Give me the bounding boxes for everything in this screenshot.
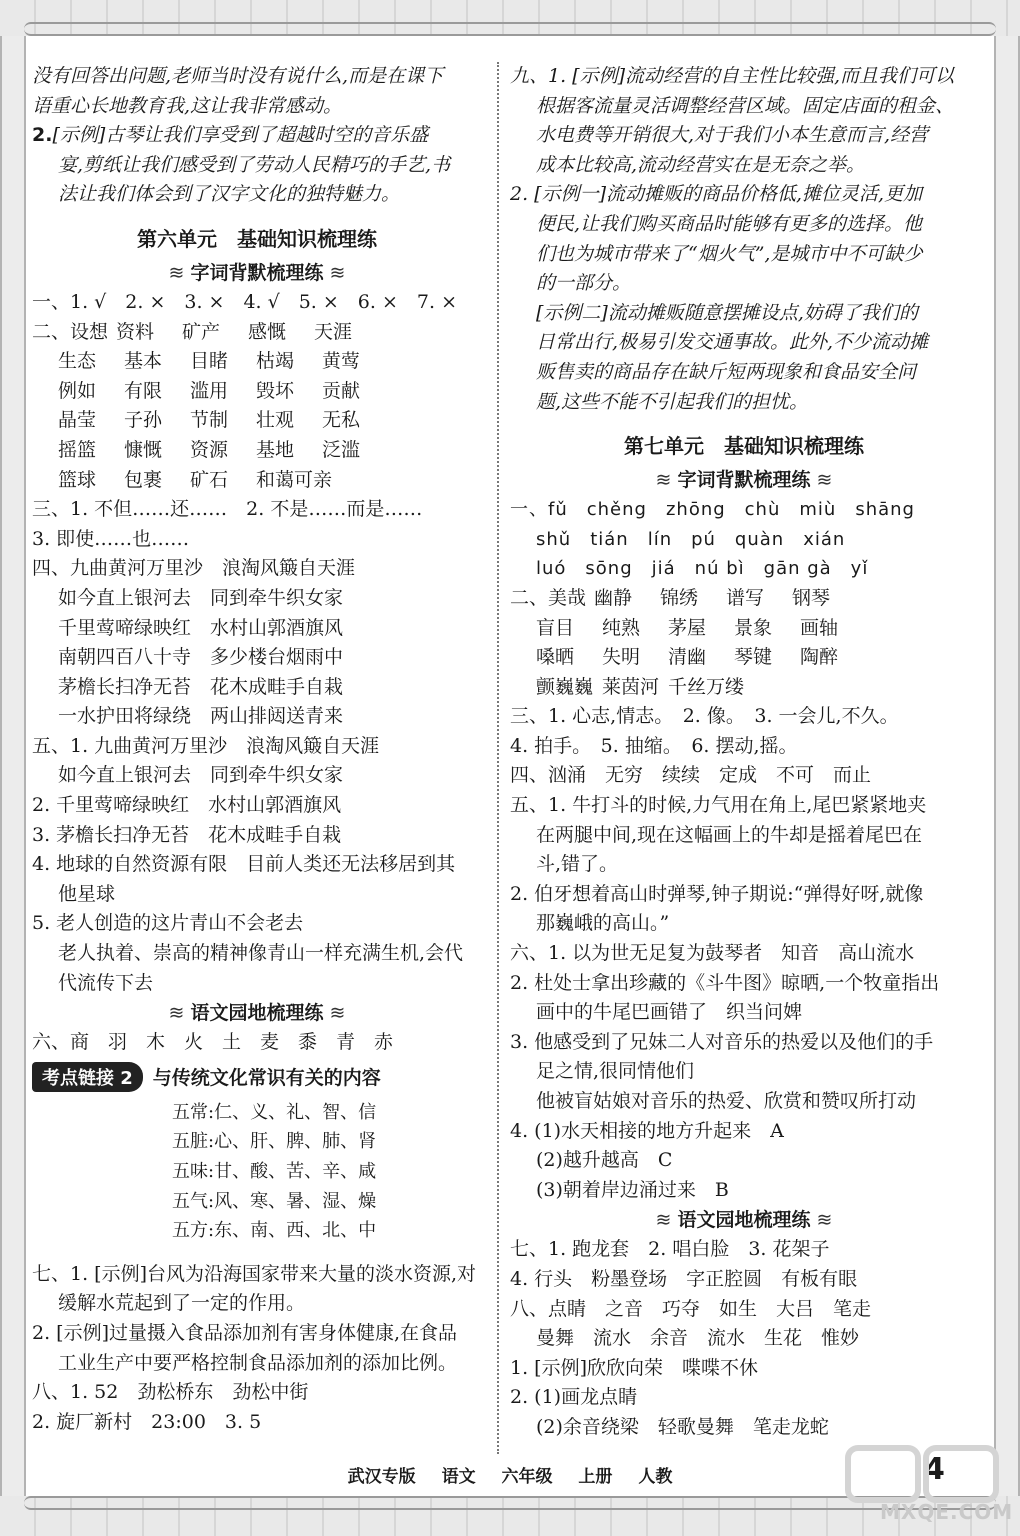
wave-icon: ≋ (323, 1002, 346, 1025)
answer-line: (3)朝着岸边涌过来 B (536, 1178, 729, 1201)
wave-icon: ≋ (810, 469, 833, 492)
answer-line: 缓解水荒起到了一定的作用。 (58, 1292, 306, 1315)
answer-line: 足之情,很同情他们 (536, 1060, 695, 1083)
pinyin-row: 一、fǔ chěng zhōng chù miù shāng (510, 499, 915, 521)
poem-line: 四、九曲黄河万里沙 浪淘风簸自天涯 (32, 557, 356, 580)
footer-publisher: 人教 (638, 1467, 673, 1487)
word-row: 例如 有限 滥用 毁坏 贡献 (58, 379, 361, 402)
word-row: 颤巍巍 莱茵河 千丝万缕 (536, 675, 745, 698)
culture-item: 五常:仁、义、礼、智、信 (172, 1101, 377, 1123)
answer-line: 根据客流量灵活调整经营区域。固定店面的租金、 (536, 94, 955, 117)
answer-line: (2)越升越高 C (536, 1149, 673, 1172)
answer-line: 们也为城市带来了“烟火气”,是城市中不可缺少 (536, 242, 923, 265)
answer-line: 4. (1)水天相接的地方升起来 A (510, 1119, 784, 1142)
culture-item: 五气:风、寒、暑、湿、燥 (172, 1190, 377, 1212)
word-row: 嗓晒 失明 清幽 琴键 陶醉 (536, 646, 839, 669)
answer-line: 九、1. [示例]流动经营的自主性比较强,而且我们可以 (510, 65, 955, 87)
answer-line: 三、1. 不但……还…… 2. 不是……而是…… (32, 498, 423, 521)
wave-icon: ≋ (810, 1209, 833, 1232)
footer-subject: 语文 (441, 1467, 476, 1487)
wave-icon: ≋ (168, 261, 191, 284)
answer-line: 2. 千里莺啼绿映红 水村山郭酒旗风 (32, 794, 342, 817)
answer-line: 法让我们体会到了汉字文化的独特魅力。 (58, 183, 401, 206)
word-row: 二、美哉 幽静 锦绣 谱写 钢琴 (510, 586, 831, 609)
answer-line: 3. 即使……也…… (32, 527, 190, 550)
footer-volume: 上册 (578, 1467, 613, 1487)
answer-line: 水电费等开销很大,对于我们小本生意而言,经营 (536, 124, 929, 147)
subsection-heading: ≋ 语文园地梳理练 ≋ (168, 1002, 346, 1025)
answer-line: 4. 地球的自然资源有限 目前人类还无法移居到其 (32, 853, 456, 876)
answer-line: 5. 老人创造的这片青山不会老去 (32, 912, 304, 935)
knowledge-link-badge: 考点链接 2 (32, 1062, 143, 1092)
page-border-top (0, 0, 1020, 36)
word-row: 生态 基本 目睹 枯竭 黄莺 (58, 350, 361, 373)
answer-line: 题,这些不能不引起我们的担忧。 (536, 390, 809, 413)
answer-line: 一、1. √ 2. × 3. × 4. √ 5. × 6. × 7. × (32, 290, 457, 313)
answer-line: 3. 他感受到了兄妹二人对音乐的热爱以及他们的手 (510, 1030, 934, 1053)
answer-line: 4. 行头 粉墨登场 字正腔圆 有板有眼 (510, 1267, 858, 1290)
answer-line: 五、1. 牛打斗的时候,力气用在角上,尾巴紧紧地夹 (510, 794, 927, 817)
wave-icon: ≋ (655, 1209, 678, 1232)
pinyin-row: luó sōng jiá nú bì gān gà yǐ (536, 558, 869, 580)
answer-line: 如今直上银河去 同到牵牛织女家 (58, 764, 344, 787)
poem-line: 南朝四百八十寺 多少楼台烟雨中 (58, 646, 344, 669)
answer-line: 八、1. 52 劲松桥东 劲松中街 (32, 1381, 309, 1404)
answer-line: 3. 茅檐长扫净无苔 花木成畦手自栽 (32, 823, 342, 846)
word-row: 晶莹 子孙 节制 壮观 无私 (58, 409, 361, 432)
pinyin-row: shǔ tián lín pú quàn xián (536, 528, 846, 550)
answer-line: 2. 杜处士拿出珍藏的《斗牛图》晾晒,一个牧童指出 (510, 971, 940, 994)
answer-line: 2. [示例]过量摄入食品添加剂有害身体健康,在食品 (32, 1321, 458, 1344)
column-divider (497, 62, 499, 1454)
right-column (510, 62, 978, 1443)
answer-line: 代流传下去 (58, 971, 154, 994)
answer-line: 老人执着、崇高的精神像青山一样充满生机,会代 (58, 942, 464, 965)
answer-line: 他被盲姑娘对音乐的热爱、欣赏和赞叹所打动 (536, 1090, 917, 1112)
answer-line: 五、1. 九曲黄河万里沙 浪淘风簸自天涯 (32, 734, 380, 757)
answer-line: 曼舞 流水 余音 流水 生花 惟妙 (536, 1327, 860, 1350)
knowledge-link-title: 与传统文化常识有关的内容 (152, 1067, 381, 1090)
unit-heading: 第七单元 基础知识梳理练 (624, 434, 864, 459)
answer-line: 4. 拍手。 5. 抽缩。 6. 摆动,摇。 (510, 734, 798, 757)
answer-line: 画中的牛尾巴画错了 织当问婢 (536, 1001, 803, 1024)
unit-heading: 第六单元 基础知识梳理练 (137, 226, 377, 251)
poem-line: 如今直上银河去 同到牵牛织女家 (58, 586, 344, 609)
answer-line: 工业生产中要严格控制食品添加剂的添加比例。 (58, 1351, 458, 1374)
page-number: 4 (924, 1452, 945, 1487)
subsection-heading: ≋ 字词背默梳理练 ≋ (655, 469, 833, 492)
answer-line: 八、点睛 之音 巧夺 如生 大吕 笔走 (510, 1297, 872, 1320)
answer-line: 2. 旋厂新村 23:00 3. 5 (32, 1410, 262, 1433)
subsection-heading: ≋ 语文园地梳理练 ≋ (655, 1209, 833, 1232)
word-row: 二、设想 资料 矿产 感慨 天涯 (32, 320, 353, 343)
answer-line: [示例二]流动摊贩随意摆摊设点,妨碍了我们的 (536, 301, 918, 324)
culture-item: 五脏:心、肝、脾、肺、肾 (172, 1131, 377, 1153)
answer-line: 斗,错了。 (536, 853, 619, 876)
answer-line: 宴,剪纸让我们感受到了劳动人民精巧的手艺,书 (58, 153, 451, 176)
item-number: 2. (32, 124, 53, 147)
poem-line: 茅檐长扫净无苔 花木成畦手自栽 (58, 675, 344, 698)
answer-line: 六、商 羽 木 火 土 麦 黍 青 赤 (32, 1031, 394, 1054)
watermark-text: MXQE.COM (880, 1500, 1014, 1524)
answer-line: 七、1. 跑龙套 2. 唱白脸 3. 花架子 (510, 1238, 830, 1261)
answer-line: 2. [示例一]流动摊贩的商品价格低,摊位灵活,更加 (510, 183, 923, 206)
wave-icon: ≋ (655, 469, 678, 492)
answer-line: 他星球 (58, 882, 116, 905)
culture-item: 五味:甘、酸、苦、辛、咸 (172, 1161, 377, 1182)
answer-line: 四、汹涌 无穷 续续 定成 不可 而止 (510, 764, 872, 787)
answer-line: [示例]古琴让我们享受到了超越时空的音乐盛 (52, 124, 429, 147)
answer-line: 三、1. 心志,情志。 2. 像。 3. 一会儿,不久。 (510, 705, 899, 728)
subsection-heading: ≋ 字词背默梳理练 ≋ (168, 261, 346, 284)
wave-icon: ≋ (323, 261, 346, 284)
word-row: 盲目 纯熟 茅屋 景象 画轴 (536, 616, 839, 639)
poem-line: 一水护田将绿绕 两山排闼送青来 (58, 705, 344, 728)
poem-line: 千里莺啼绿映红 水村山郭酒旗风 (58, 616, 344, 639)
answer-line: 2. (1)画龙点睛 (510, 1386, 638, 1409)
footer-edition: 武汉专版 (347, 1467, 416, 1487)
answer-line: 成本比较高,流动经营实在是无奈之举。 (536, 153, 866, 176)
answer-line: 那巍峨的高山。” (536, 912, 670, 935)
answer-line: 的一部分。 (536, 272, 632, 295)
word-row: 篮球 包裹 矿石 和蔼可亲 (58, 468, 333, 491)
answer-line: 在两腿中间,现在这幅画上的牛却是摇着尾巴在 (536, 823, 923, 846)
answer-line: (2)余音绕梁 轻歌曼舞 笔走龙蛇 (536, 1415, 829, 1438)
wave-icon: ≋ (168, 1002, 191, 1025)
answer-line: 1. [示例]欣欣向荣 喋喋不休 (510, 1356, 758, 1379)
answer-line: 日常出行,极易引发交通事故。此外,不少流动摊 (536, 331, 929, 354)
left-column (32, 62, 482, 1437)
answer-line: 便民,让我们购买商品时能够有更多的选择。他 (536, 212, 923, 235)
answer-line: 没有回答出问题,老师当时没有说什么,而是在课下 (32, 65, 444, 87)
answer-line: 六、1. 以为世无足复为鼓琴者 知音 高山流水 (510, 942, 915, 965)
knowledge-link (32, 1062, 482, 1092)
footer-grade: 六年级 (501, 1467, 553, 1487)
answer-line: 语重心长地教育我,这让我非常感动。 (32, 94, 343, 117)
answer-line: 七、1. [示例]台风为沿海国家带来大量的淡水资源,对 (32, 1262, 477, 1285)
page-border-right (994, 36, 1020, 1496)
answer-line: 2. 伯牙想着高山时弹琴,钟子期说:“弹得好呀,就像 (510, 882, 924, 905)
page-border-left (0, 36, 26, 1496)
word-row: 摇篮 慷慨 资源 基地 泛滥 (58, 438, 361, 461)
culture-item: 五方:东、南、西、北、中 (172, 1220, 377, 1242)
answer-line: 贩售卖的商品存在缺斤短两现象和食品安全问 (536, 360, 917, 383)
